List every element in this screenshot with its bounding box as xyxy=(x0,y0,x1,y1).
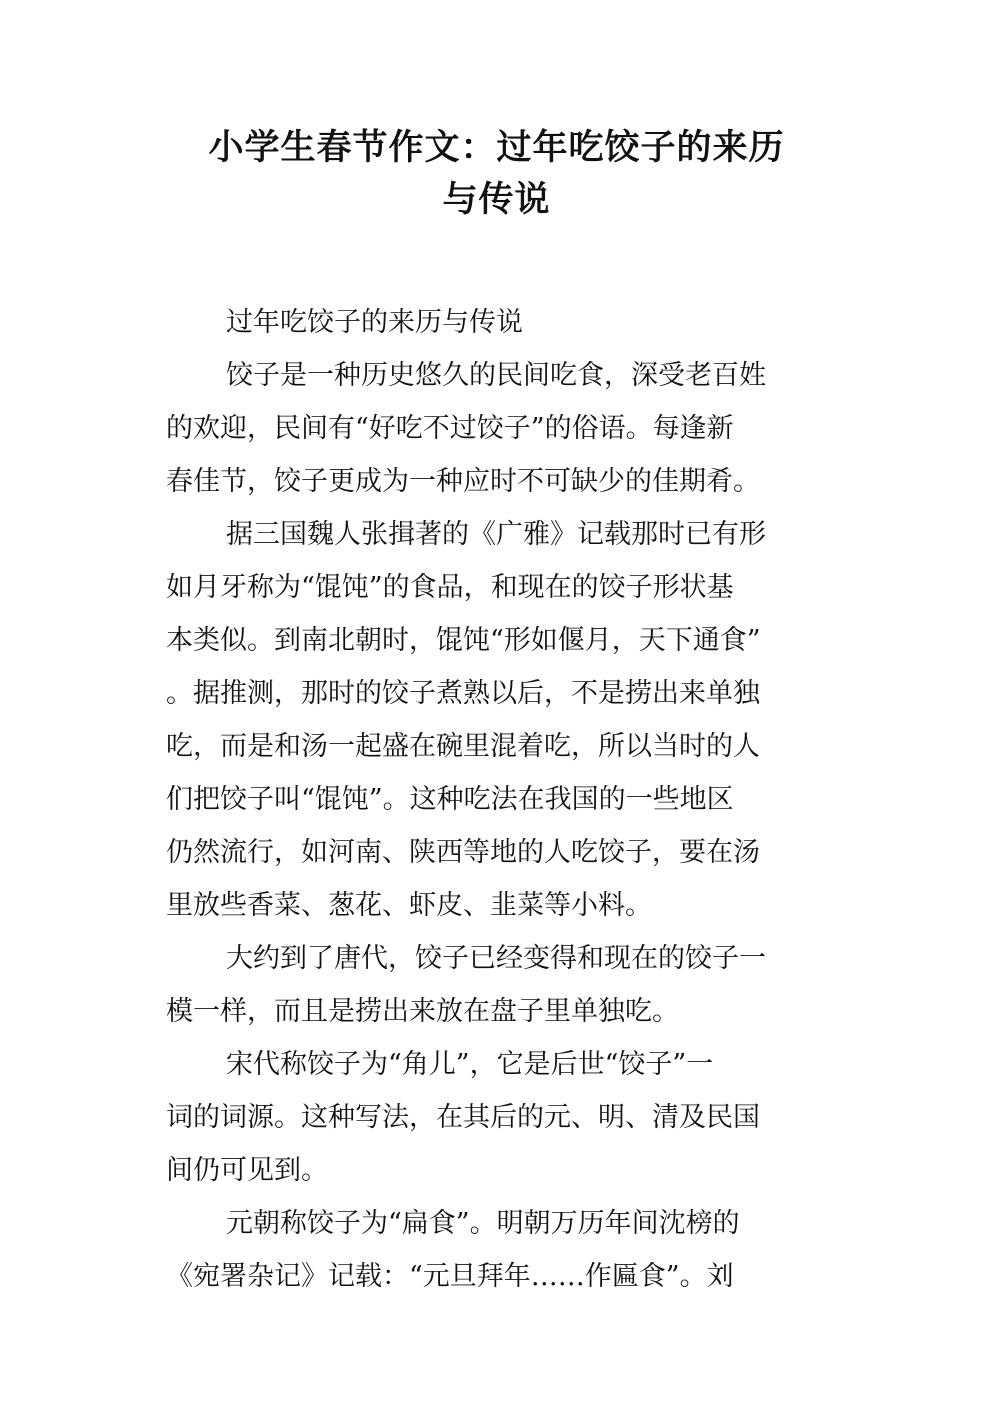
paragraph-line: 饺子是一种历史悠久的民间吃食，深受老百姓 xyxy=(226,360,766,391)
title-line: 与传说 xyxy=(442,180,551,220)
paragraph-line: 仍然流行，如河南、陕西等地的人吃饺子，要在汤 xyxy=(166,837,760,868)
paragraph-line: 词的词源。这种写法，在其后的元、明、清及民国 xyxy=(166,1102,760,1133)
paragraph-line: 的欢迎，民间有“好吃不过饺子”的俗语。每逢新 xyxy=(166,413,734,444)
paragraph-line: 间仍可见到。 xyxy=(166,1155,328,1186)
title-line: 小学生春节作文：过年吃饺子的来历 xyxy=(208,128,785,168)
paragraph-line: 《宛署杂记》记载：“元旦拜年……作匾食”。刘 xyxy=(166,1261,734,1292)
paragraph-line: 模一样，而且是捞出来放在盘子里单独吃。 xyxy=(166,996,679,1027)
paragraph-line: 据三国魏人张揖著的《广雅》记载那时已有形 xyxy=(226,519,766,550)
paragraph-line: 春佳节，饺子更成为一种应时不可缺少的佳期肴。 xyxy=(166,466,760,497)
document-title xyxy=(150,122,843,226)
paragraph-line: 大约到了唐代，饺子已经变得和现在的饺子一 xyxy=(226,943,766,974)
subtitle-line: 过年吃饺子的来历与传说 xyxy=(226,307,523,338)
paragraph-line: 宋代称饺子为“角儿”，它是后世“饺子”一 xyxy=(226,1049,714,1080)
paragraph-line: 本类似。到南北朝时，馄饨“形如偃月，天下通食” xyxy=(166,625,761,656)
document-body xyxy=(166,296,846,1303)
paragraph-line: 们把饺子叫“馄饨”。这种吃法在我国的一些地区 xyxy=(166,784,734,815)
paragraph-line: 里放些香菜、葱花、虾皮、韭菜等小料。 xyxy=(166,890,652,921)
paragraph-line: 元朝称饺子为“扁食”。明朝万历年间沈榜的 xyxy=(226,1208,740,1239)
paragraph-line: 吃，而是和汤一起盛在碗里混着吃，所以当时的人 xyxy=(166,731,760,762)
paragraph-line: 。据推测，那时的饺子煮熟以后，不是捞出来单独 xyxy=(166,678,760,709)
paragraph-line: 如月牙称为“馄饨”的食品，和现在的饺子形状基 xyxy=(166,572,734,603)
